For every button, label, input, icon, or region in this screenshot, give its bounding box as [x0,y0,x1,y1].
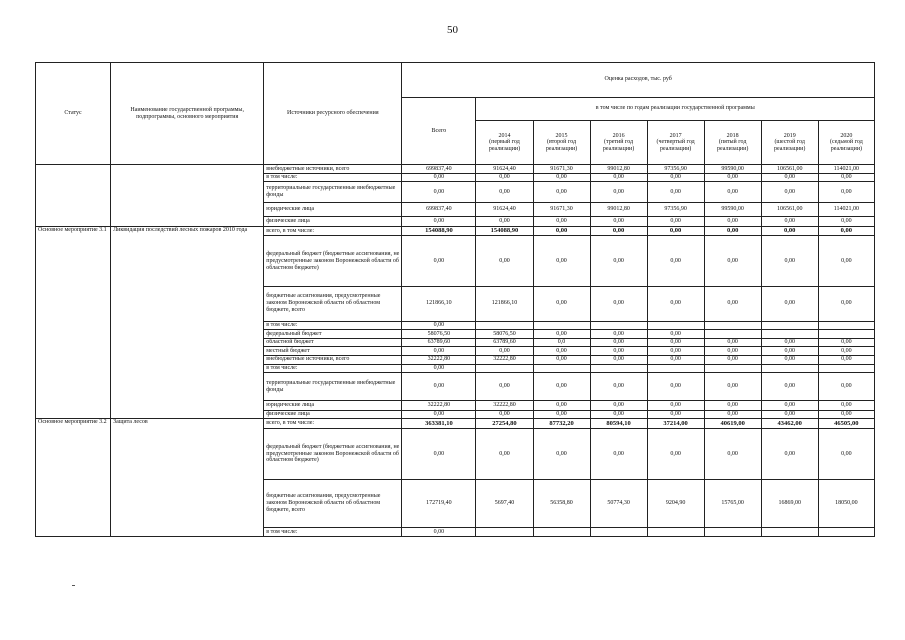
year-value-cell: 0,00 [761,373,818,401]
header-year-number: 2018 [726,132,739,139]
year-value-cell: 0,00 [761,236,818,287]
total-value-cell: 0,00 [402,236,476,287]
year-value-cell: 0,00 [761,429,818,480]
year-value-cell: 0,00 [818,410,874,419]
total-value-cell: 0,00 [402,528,476,537]
year-value-cell: 37214,00 [647,419,704,429]
header-year-2018 [704,121,761,165]
total-value-cell: 121866,10 [402,287,476,322]
header-year-label: (первый год реализации) [488,139,521,153]
year-value-cell: 106561,00 [761,165,818,174]
year-value-cell: 87732,20 [533,419,590,429]
year-value-cell: 0,00 [818,356,874,365]
year-value-cell: 97356,90 [647,202,704,216]
year-value-cell: 0,00 [818,182,874,202]
table-row [36,226,875,236]
source-cell: федеральный бюджет (бюджетные ассигнования, не предусмотренные законом Воронежской области об областном бюджете) [264,236,402,287]
source-cell: юридические лица [264,401,402,411]
year-value-cell: 0,00 [533,216,590,226]
year-value-cell: 0,00 [647,182,704,202]
year-value-cell: 0,00 [647,429,704,480]
year-value-cell: 0,00 [533,173,590,182]
total-value-cell: 0,00 [402,216,476,226]
year-value-cell: 0,00 [761,410,818,419]
year-value-cell: 0,00 [476,173,533,182]
year-value-cell: 0,00 [704,410,761,419]
year-value-cell [704,330,761,339]
year-value-cell: 0,00 [818,373,874,401]
year-value-cell: 0,00 [590,236,647,287]
year-value-cell [704,321,761,330]
source-cell: местный бюджет [264,347,402,356]
source-cell: федеральный бюджет (бюджетные ассигнования, не предусмотренные законом Воронежской области об областном бюджете) [264,429,402,480]
year-value-cell [761,321,818,330]
year-value-cell [590,528,647,537]
header-year-2015 [533,121,590,165]
header-year-2019 [761,121,818,165]
total-value-cell: 0,00 [402,321,476,330]
source-cell: физические лица [264,216,402,226]
year-value-cell: 99012,80 [590,165,647,174]
year-value-cell [761,528,818,537]
source-cell: юридические лица [264,202,402,216]
year-value-cell [704,364,761,373]
year-value-cell: 0,00 [647,401,704,411]
year-value-cell: 0,00 [818,216,874,226]
year-value-cell [533,321,590,330]
source-cell: в том числе: [264,321,402,330]
year-value-cell: 0,00 [704,236,761,287]
year-value-cell [818,364,874,373]
header-year-label: (седьмой год реализации) [829,139,863,153]
year-value-cell: 0,00 [590,410,647,419]
year-value-cell: 0,00 [533,410,590,419]
year-value-cell: 0,00 [704,429,761,480]
header-year-label: (третий год реализации) [602,139,635,153]
year-value-cell: 0,00 [647,226,704,236]
year-value-cell [647,321,704,330]
year-value-cell: 32222,80 [476,401,533,411]
year-value-cell: 0,00 [590,330,647,339]
year-value-cell: 0,00 [647,216,704,226]
year-value-cell [761,364,818,373]
year-value-cell: 0,00 [647,173,704,182]
year-value-cell: 43462,00 [761,419,818,429]
year-value-cell: 114021,00 [818,202,874,216]
year-value-cell: 0,00 [533,347,590,356]
year-value-cell: 106561,00 [761,202,818,216]
year-value-cell: 0,00 [704,173,761,182]
scan-mark [72,585,75,586]
source-cell: в том числе: [264,173,402,182]
header-year-number: 2020 [840,132,853,139]
year-value-cell: 0,00 [647,330,704,339]
header-year-number: 2016 [612,132,625,139]
year-value-cell: 0,00 [818,236,874,287]
year-value-cell: 0,00 [590,347,647,356]
year-value-cell: 46505,00 [818,419,874,429]
year-value-cell: 0,00 [476,373,533,401]
year-value-cell: 0,00 [647,347,704,356]
header-year-label: (второй год реализации) [545,139,578,153]
year-value-cell [533,364,590,373]
year-value-cell: 0,00 [818,226,874,236]
year-value-cell [533,528,590,537]
year-value-cell: 0,00 [704,182,761,202]
year-value-cell: 0,00 [818,338,874,347]
year-value-cell: 0,00 [761,401,818,411]
year-value-cell: 0,00 [647,356,704,365]
year-value-cell: 0,00 [590,173,647,182]
year-value-cell: 0,00 [818,401,874,411]
total-value-cell: 0,00 [402,410,476,419]
year-value-cell [818,321,874,330]
program-name-cell: Ликвидация последствий лесных пожаров 2010 года [111,226,264,419]
year-value-cell: 0,00 [590,182,647,202]
source-cell: внебюджетные источники, всего [264,165,402,174]
year-value-cell: 0,00 [533,236,590,287]
year-value-cell: 40619,00 [704,419,761,429]
year-value-cell: 0,00 [761,356,818,365]
year-value-cell: 91624,40 [476,202,533,216]
year-value-cell: 0,00 [590,401,647,411]
year-value-cell: 63789,60 [476,338,533,347]
header-year-number: 2014 [498,132,511,139]
status-cell: Основное мероприятие 3.2 [36,419,111,537]
year-value-cell: 0,00 [818,287,874,322]
year-value-cell: 0,00 [533,182,590,202]
year-value-cell: 0,00 [647,338,704,347]
year-value-cell: 0,00 [590,226,647,236]
source-cell: в том числе: [264,364,402,373]
total-value-cell: 154088,90 [402,226,476,236]
header-year-number: 2015 [555,132,568,139]
year-value-cell: 0,00 [647,287,704,322]
year-value-cell: 0,00 [761,216,818,226]
year-value-cell: 91671,30 [533,165,590,174]
total-value-cell: 58076,50 [402,330,476,339]
year-value-cell [647,364,704,373]
total-value-cell: 0,00 [402,182,476,202]
year-value-cell: 0,00 [476,182,533,202]
year-value-cell: 9204,90 [647,479,704,528]
year-value-cell: 27254,80 [476,419,533,429]
table-row [36,419,875,429]
year-value-cell [590,364,647,373]
total-value-cell: 0,00 [402,373,476,401]
year-value-cell: 0,00 [761,287,818,322]
header-year-label: (четвертый год реализации) [656,139,695,153]
header-year-label: (пятый год реализации) [717,139,749,153]
year-value-cell: 0,00 [818,347,874,356]
year-value-cell: 0,00 [533,330,590,339]
year-value-cell: 0,00 [533,356,590,365]
year-value-cell: 97356,90 [647,165,704,174]
year-value-cell: 0,00 [533,401,590,411]
year-value-cell: 0,00 [476,347,533,356]
year-value-cell: 0,00 [590,287,647,322]
status-cell [36,165,111,226]
year-value-cell: 0,00 [761,226,818,236]
year-value-cell: 56358,80 [533,479,590,528]
header-year-2020 [818,121,874,165]
header-year-2017 [647,121,704,165]
year-value-cell: 99012,80 [590,202,647,216]
year-value-cell: 114021,00 [818,165,874,174]
year-value-cell: 0,00 [647,373,704,401]
year-value-cell: 0,00 [704,401,761,411]
year-value-cell: 0,00 [818,173,874,182]
year-value-cell: 0,00 [533,226,590,236]
status-cell: Основное мероприятие 3.1 [36,226,111,419]
program-name-cell [111,165,264,226]
year-value-cell: 0,00 [647,410,704,419]
year-value-cell: 0,00 [761,347,818,356]
total-value-cell: 63789,60 [402,338,476,347]
source-cell: физические лица [264,410,402,419]
year-value-cell [818,528,874,537]
program-name-cell: Защита лесов [111,419,264,537]
source-cell: территориальные государственные внебюджетные фонды [264,182,402,202]
year-value-cell: 0,00 [704,287,761,322]
year-value-cell: 91671,30 [533,202,590,216]
header-year-2014 [476,121,533,165]
year-value-cell [818,330,874,339]
year-value-cell [476,528,533,537]
year-value-cell: 80594,10 [590,419,647,429]
year-value-cell [704,528,761,537]
year-value-cell: 0,00 [704,373,761,401]
header-year-number: 2017 [669,132,682,139]
total-value-cell: 0,00 [402,429,476,480]
header-sources: Источники ресурсного обеспечения [264,63,402,165]
year-value-cell [590,321,647,330]
source-cell: федеральный бюджет [264,330,402,339]
year-value-cell: 32222,80 [476,356,533,365]
header-year-number: 2019 [783,132,796,139]
year-value-cell: 91624,40 [476,165,533,174]
year-value-cell: 0,00 [761,182,818,202]
total-value-cell: 32222,80 [402,356,476,365]
source-cell: бюджетные ассигнования, предусмотренные законом Воронежской области об областном бюджете, всего [264,479,402,528]
header-total: Всего [402,97,476,165]
source-cell: в том числе: [264,528,402,537]
budget-table [35,62,875,537]
source-cell: всего, в том числе: [264,226,402,236]
year-value-cell: 0,00 [476,410,533,419]
year-value-cell: 50774,30 [590,479,647,528]
year-value-cell: 0,00 [761,338,818,347]
header-year-2016 [590,121,647,165]
year-value-cell: 0,00 [590,338,647,347]
source-cell: территориальные государственные внебюджетные фонды [264,373,402,401]
year-value-cell: 58076,50 [476,330,533,339]
year-value-cell: 154088,90 [476,226,533,236]
year-value-cell: 99590,00 [704,202,761,216]
year-value-cell: 0,00 [533,373,590,401]
year-value-cell: 99590,00 [704,165,761,174]
total-value-cell: 363381,10 [402,419,476,429]
header-by-years: в том числе по годам реализации государственной программы [476,97,875,121]
source-cell: внебюджетные источники, всего [264,356,402,365]
table-row [36,165,875,174]
year-value-cell: 121866,10 [476,287,533,322]
year-value-cell: 0,00 [761,173,818,182]
year-value-cell: 0,00 [590,356,647,365]
year-value-cell: 0,00 [476,216,533,226]
year-value-cell: 16869,00 [761,479,818,528]
year-value-cell: 0,00 [647,236,704,287]
page-number: 50 [447,24,458,36]
year-value-cell [761,330,818,339]
source-cell: областной бюджет [264,338,402,347]
year-value-cell: 0,00 [476,236,533,287]
header-cost-estimate: Оценка расходов, тыс. руб [402,63,875,98]
year-value-cell: 0,00 [590,216,647,226]
year-value-cell: 0,00 [590,429,647,480]
header-program-name: Наименование государственной программы, подпрограммы, основного мероприятия [111,63,264,165]
year-value-cell: 0,00 [476,429,533,480]
header-status: Статус [36,63,111,165]
year-value-cell: 0,00 [704,356,761,365]
year-value-cell: 0,00 [533,429,590,480]
header-year-label: (шестой год реализации) [774,139,806,153]
source-cell: всего, в том числе: [264,419,402,429]
year-value-cell: 0,00 [704,216,761,226]
year-value-cell: 0,00 [590,373,647,401]
total-value-cell: 0,00 [402,347,476,356]
year-value-cell: 15765,00 [704,479,761,528]
total-value-cell: 0,00 [402,173,476,182]
year-value-cell: 0,00 [533,287,590,322]
year-value-cell [647,528,704,537]
year-value-cell [476,321,533,330]
source-cell: бюджетные ассигнования, предусмотренные законом Воронежской области об областном бюджете, всего [264,287,402,322]
year-value-cell: 0,00 [704,338,761,347]
year-value-cell: 0,00 [818,429,874,480]
total-value-cell: 0,00 [402,364,476,373]
total-value-cell: 699837,40 [402,165,476,174]
year-value-cell: 0,00 [704,226,761,236]
year-value-cell: 5697,40 [476,479,533,528]
year-value-cell [476,364,533,373]
year-value-cell: 0,00 [704,347,761,356]
total-value-cell: 699837,40 [402,202,476,216]
year-value-cell: 18050,00 [818,479,874,528]
year-value-cell: 0,0 [533,338,590,347]
total-value-cell: 172719,40 [402,479,476,528]
total-value-cell: 32222,80 [402,401,476,411]
